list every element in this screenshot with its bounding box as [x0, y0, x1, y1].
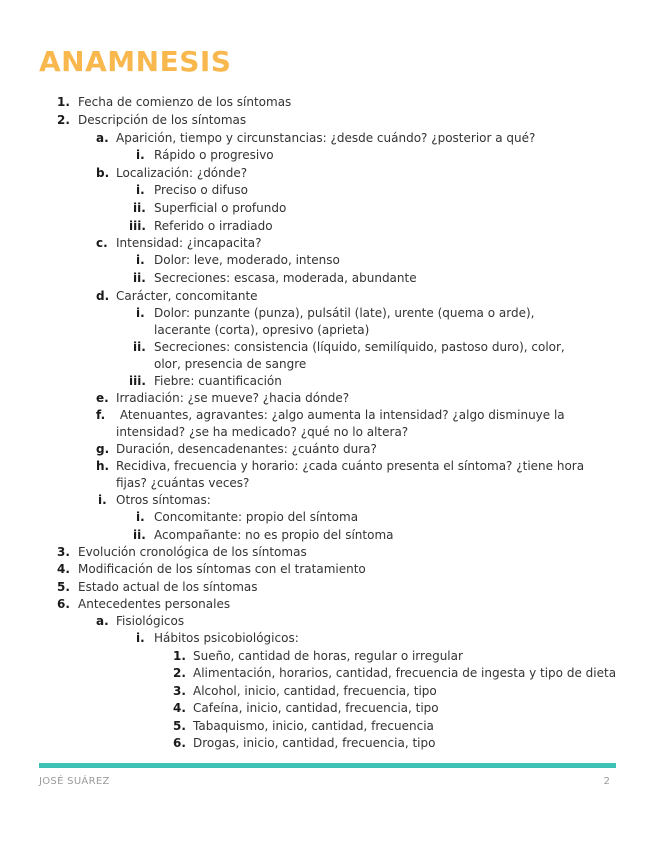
- list-item: [0, 339, 655, 373]
- list-marker: 3.: [173, 684, 186, 698]
- list-text: Duración, desencadenantes: ¿cuánto dura?: [116, 442, 377, 456]
- list-item: [0, 665, 655, 682]
- list-marker: i.: [136, 631, 145, 645]
- list-text: Hábitos psicobiológicos:: [154, 631, 299, 645]
- list-item: [0, 112, 655, 129]
- list-item: [0, 165, 655, 182]
- list-text: Tabaquismo, inicio, cantidad, frecuencia: [193, 719, 434, 733]
- list-item: [0, 509, 655, 526]
- list-marker: i.: [136, 510, 145, 524]
- list-marker: 5.: [57, 580, 70, 594]
- list-marker: iii.: [129, 374, 146, 388]
- list-text: Sueño, cantidad de horas, regular o irregular: [193, 649, 463, 663]
- list-marker: 4.: [173, 701, 186, 715]
- list-marker: c.: [96, 236, 108, 250]
- list-marker: a.: [96, 131, 109, 145]
- list-item: [0, 94, 655, 111]
- list-text: Preciso o difuso: [154, 183, 248, 197]
- list-item: [0, 218, 655, 235]
- list-marker: 2.: [57, 113, 70, 127]
- list-text: Secreciones: consistencia (líquido, semilíquido, pastoso duro), color, olor, presencia de sangre: [154, 340, 565, 371]
- list-marker: 2.: [173, 666, 186, 680]
- list-item: [0, 305, 655, 339]
- list-text: Concomitante: propio del síntoma: [154, 510, 359, 524]
- list-item: [0, 252, 655, 269]
- list-marker: f.: [96, 408, 106, 422]
- list-text: Atenuantes, agravantes: ¿algo aumenta la intensidad? ¿algo disminuye la intensidad? ¿se ha medicado? ¿qué no lo altera?: [116, 408, 569, 439]
- list-text: Superficial o profundo: [154, 201, 287, 215]
- list-text: Fiebre: cuantificación: [154, 374, 282, 388]
- list-text: Dolor: punzante (punza), pulsátil (late), urente (quema o arde), lacerante (corta), opresivo (aprieta): [154, 306, 535, 337]
- list-text: Evolución cronológica de los síntomas: [78, 545, 307, 559]
- list-text: Secreciones: escasa, moderada, abundante: [154, 271, 417, 285]
- list-text: Aparición, tiempo y circunstancias: ¿desde cuándo? ¿posterior a qué?: [116, 131, 536, 145]
- list-marker: g.: [96, 442, 110, 456]
- list-item: [0, 718, 655, 735]
- list-marker: i.: [136, 148, 145, 162]
- list-item: [0, 613, 655, 630]
- list-item: [0, 630, 655, 647]
- list-text: Localización: ¿dónde?: [116, 166, 248, 180]
- list-item: [0, 596, 655, 613]
- list-item: [0, 648, 655, 665]
- footer-author: JOSÉ SUÁREZ: [39, 776, 110, 787]
- list-marker: 6.: [173, 736, 186, 750]
- list-marker: 3.: [57, 545, 70, 559]
- list-item: [0, 200, 655, 217]
- list-marker: a.: [96, 614, 109, 628]
- list-item: [0, 235, 655, 252]
- list-marker: 1.: [57, 95, 70, 109]
- list-text: Alcohol, inicio, cantidad, frecuencia, tipo: [193, 684, 437, 698]
- list-item: [0, 390, 655, 407]
- list-item: [0, 288, 655, 305]
- list-marker: 5.: [173, 719, 186, 733]
- list-marker: i.: [136, 183, 145, 197]
- list-item: [0, 407, 655, 441]
- list-item: [0, 579, 655, 596]
- list-item: [0, 130, 655, 147]
- list-marker: ii.: [133, 201, 146, 215]
- list-marker: iii.: [129, 219, 146, 233]
- list-marker: i.: [98, 493, 107, 507]
- list-text: Carácter, concomitante: [116, 289, 258, 303]
- list-text: Irradiación: ¿se mueve? ¿hacia dónde?: [116, 391, 350, 405]
- list-marker: i.: [136, 306, 145, 320]
- list-text: Fisiológicos: [116, 614, 185, 628]
- list-item: [0, 270, 655, 287]
- list-text: Estado actual de los síntomas: [78, 580, 258, 594]
- list-marker: 6.: [57, 597, 70, 611]
- list-marker: h.: [96, 459, 110, 473]
- list-item: [0, 735, 655, 752]
- list-item: [0, 458, 655, 492]
- list-item: [0, 373, 655, 390]
- list-text: Descripción de los síntomas: [78, 113, 247, 127]
- list-text: Alimentación, horarios, cantidad, frecuencia de ingesta y tipo de dieta: [193, 666, 617, 680]
- list-text: Acompañante: no es propio del síntoma: [154, 528, 394, 542]
- list-marker: e.: [96, 391, 109, 405]
- list-text: Antecedentes personales: [78, 597, 231, 611]
- list-text: Rápido o progresivo: [154, 148, 274, 162]
- list-marker: ii.: [133, 528, 146, 542]
- list-item: [0, 492, 655, 509]
- list-marker: 4.: [57, 562, 70, 576]
- list-text: Otros síntomas:: [116, 493, 211, 507]
- list-item: [0, 182, 655, 199]
- list-item: [0, 683, 655, 700]
- page-number: 2: [603, 776, 610, 787]
- list-item: [0, 544, 655, 561]
- list-item: [0, 527, 655, 544]
- list-marker: b.: [96, 166, 110, 180]
- list-text: Recidiva, frecuencia y horario: ¿cada cuánto presenta el síntoma? ¿tiene hora fijas? ¿cuántas veces?: [116, 459, 585, 490]
- list-marker: i.: [136, 253, 145, 267]
- page-title: ANAMNESIS: [39, 45, 232, 78]
- list-text: Dolor: leve, moderado, intenso: [154, 253, 340, 267]
- list-item: [0, 441, 655, 458]
- list-text: Modificación de los síntomas con el tratamiento: [78, 562, 366, 576]
- list-item: [0, 561, 655, 578]
- list-text: Intensidad: ¿incapacita?: [116, 236, 262, 250]
- list-text: Cafeína, inicio, cantidad, frecuencia, tipo: [193, 701, 439, 715]
- list-marker: d.: [96, 289, 110, 303]
- list-text: Referido o irradiado: [154, 219, 273, 233]
- list-item: [0, 147, 655, 164]
- list-marker: ii.: [133, 340, 146, 354]
- list-marker: ii.: [133, 271, 146, 285]
- list-item: [0, 700, 655, 717]
- footer-divider: [39, 763, 616, 768]
- list-text: Fecha de comienzo de los síntomas: [78, 95, 292, 109]
- list-marker: 1.: [173, 649, 186, 663]
- list-text: Drogas, inicio, cantidad, frecuencia, tipo: [193, 736, 436, 750]
